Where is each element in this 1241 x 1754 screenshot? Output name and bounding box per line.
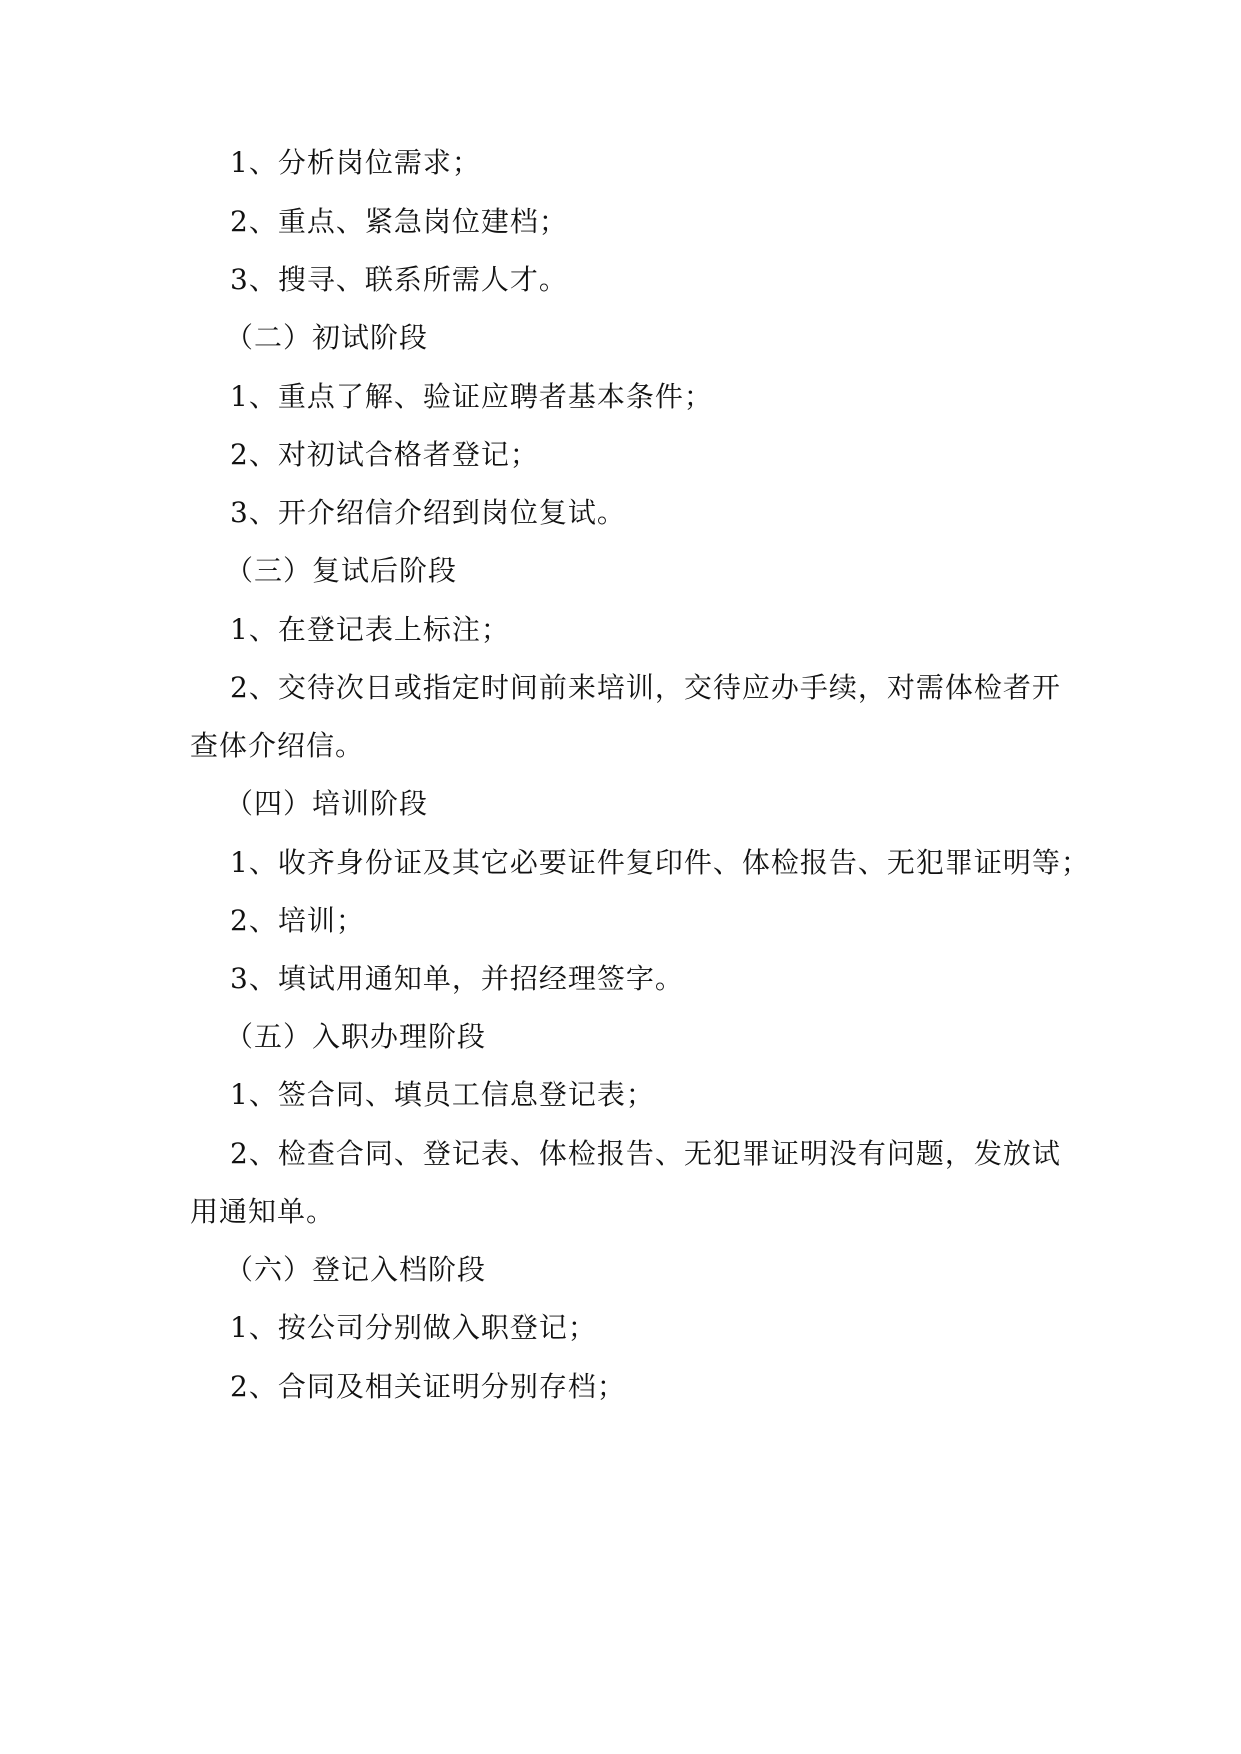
section-heading: （六）登记入档阶段 [225,1253,487,1286]
section-heading: （二）初试阶段 [225,321,429,354]
list-item-continuation: 查体介绍信。 [190,729,365,762]
list-item: 1、分析岗位需求； [230,146,481,179]
section-heading: （四）培训阶段 [225,787,429,820]
list-item: 1、收齐身份证及其它必要证件复印件、体检报告、无犯罪证明等； [230,846,1090,879]
list-item: 3、开介绍信介绍到岗位复试。 [230,496,626,529]
list-item-continuation: 用通知单。 [190,1195,336,1228]
list-item: 2、合同及相关证明分别存档； [230,1370,626,1403]
list-item: 1、按公司分别做入职登记； [230,1311,597,1344]
list-item: 1、重点了解、验证应聘者基本条件； [230,380,713,413]
section-heading: （三）复试后阶段 [225,554,458,587]
list-item: 3、搜寻、联系所需人才。 [230,263,568,296]
list-item: 1、签合同、填员工信息登记表； [230,1078,655,1111]
list-item: 1、在登记表上标注； [230,613,510,646]
section-heading: （五）入职办理阶段 [225,1020,487,1053]
list-item: 2、交待次日或指定时间前来培训，交待应办手续，对需体检者开 [230,671,1061,704]
list-item: 2、对初试合格者登记； [230,438,539,471]
list-item: 3、填试用通知单，并招经理签字。 [230,962,684,995]
list-item: 2、检查合同、登记表、体检报告、无犯罪证明没有问题，发放试 [230,1137,1061,1170]
list-item: 2、培训； [230,904,365,937]
list-item: 2、重点、紧急岗位建档； [230,205,568,238]
